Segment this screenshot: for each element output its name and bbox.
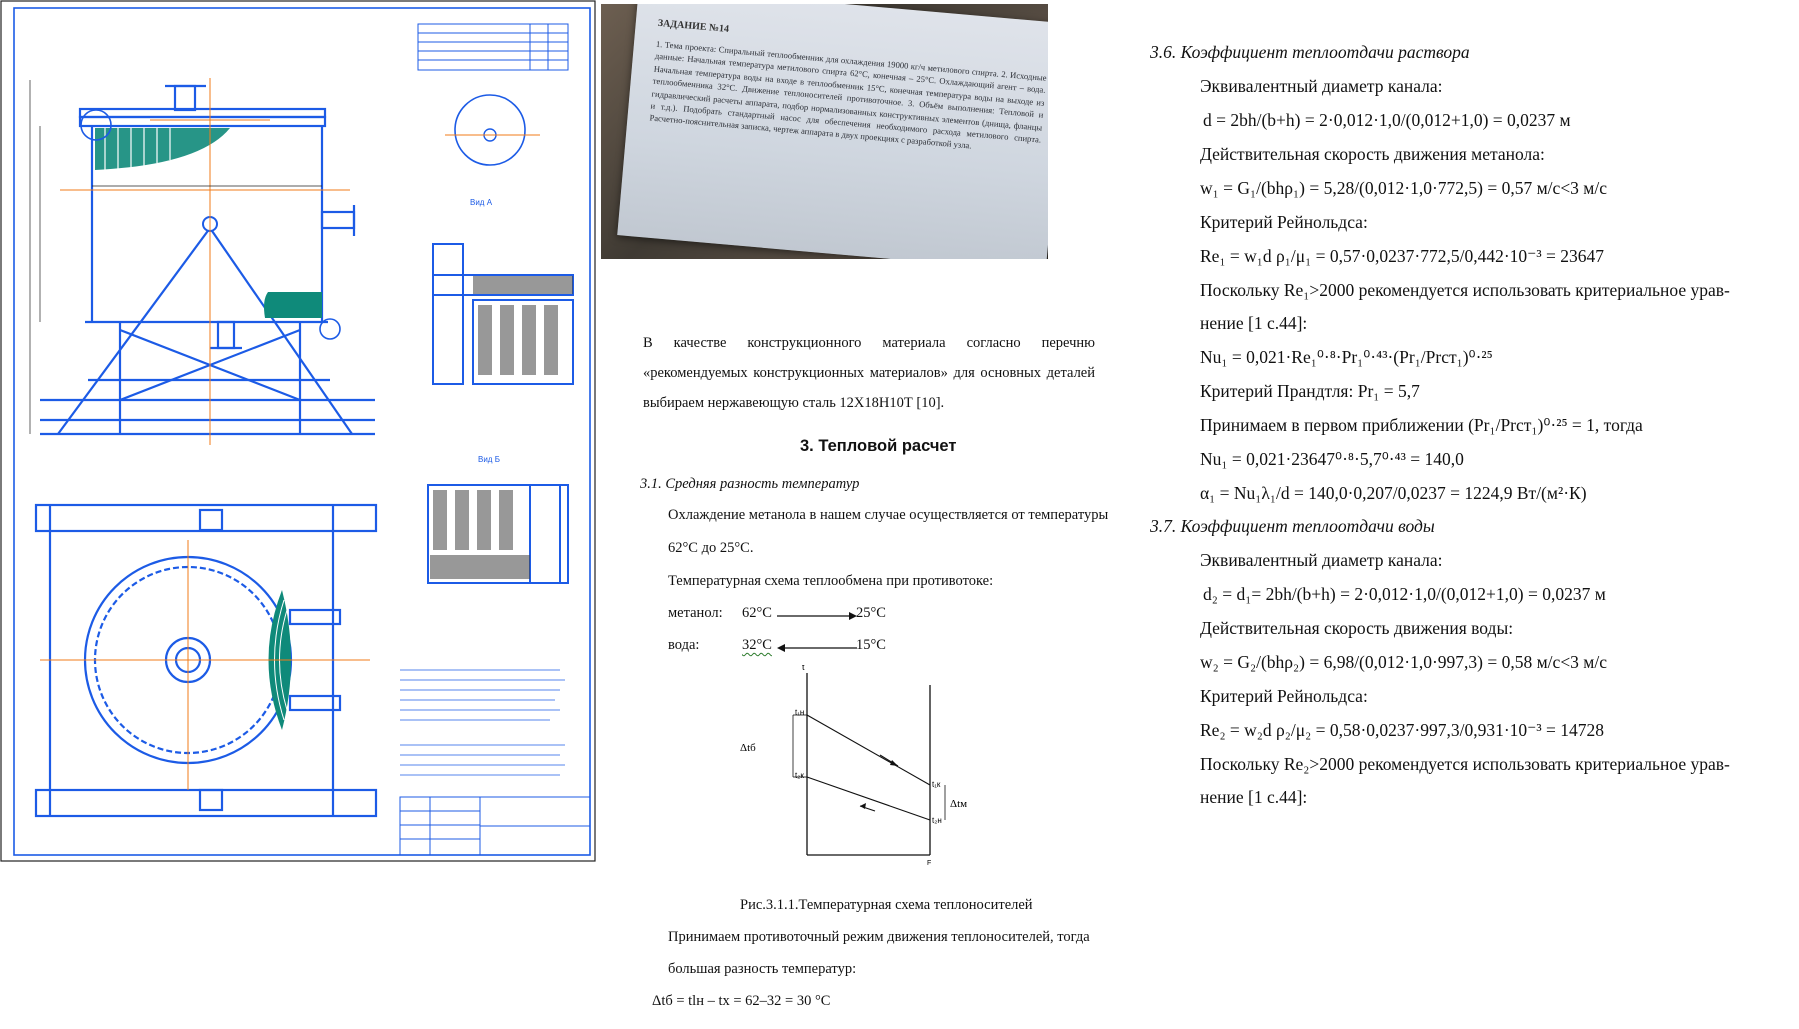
- delta-t-formula: Δtб = tlн – tх = 62–32 = 30 °С: [652, 993, 831, 1009]
- text-line: Поскольку Re₁>2000 рекомендуется использовать критериальное урав-: [1200, 280, 1730, 300]
- t2n-label: t₂н: [932, 816, 942, 825]
- formula-line: Re₂ = w₂d ρ₂/μ₂ = 0,58·0,0237·997,3/0,931·10⁻³ = 14728: [1200, 720, 1605, 740]
- formula-line: Re₁ = w₁d ρ₁/μ₁ = 0,57·0,0237·772,5/0,442·10⁻³ = 23647: [1200, 246, 1605, 266]
- t1k-label: t₁к: [932, 780, 941, 789]
- water-temp-end: 32°С: [742, 637, 772, 653]
- text-line: 62°С до 25°С.: [668, 540, 754, 556]
- text-line: Поскольку Re₂>2000 рекомендуется использовать критериальное урав-: [1200, 754, 1730, 774]
- formula-line: Nu₁ = 0,021·23647⁰·⁸·5,7⁰·⁴³ = 140,0: [1200, 449, 1464, 469]
- water-label: вода:: [668, 637, 700, 653]
- section-title: 3. Тепловой расчет: [800, 437, 957, 455]
- text-line: нение [1 с.44]:: [1200, 787, 1308, 807]
- arrow-right-icon: [777, 610, 857, 622]
- text-line: Эквивалентный диаметр канала:: [1200, 550, 1443, 570]
- methanol-temp-end: 25°С: [856, 605, 886, 621]
- formula-line: w₂ = G₂/(bhρ₂) = 6,98/(0,012·1,0·997,3) = 0,58 м/с<3 м/с: [1200, 652, 1608, 672]
- formula-line: d = 2bh/(b+h) = 2·0,012·1,0/(0,012+1,0) = 0,0237 м: [1203, 110, 1571, 130]
- text-line: Критерий Рейнольдса:: [1200, 212, 1368, 232]
- assignment-title: ЗАДАНИЕ №14: [657, 17, 730, 35]
- text-line: Температурная схема теплообмена при противотоке:: [668, 573, 994, 589]
- methanol-temp-start: 62°С: [742, 605, 772, 621]
- dtm-label: Δtм: [950, 798, 968, 810]
- text-line: Эквивалентный диаметр канала:: [1200, 76, 1443, 96]
- text-line: Действительная скорость движения воды:: [1200, 618, 1514, 638]
- figure-caption: Рис.3.1.1.Температурная схема теплоносителей: [740, 897, 1033, 913]
- methanol-label: метанол:: [668, 605, 723, 621]
- arrow-left-icon: [777, 642, 857, 654]
- text-line: большая разность температур:: [668, 961, 857, 977]
- formula-line: w₁ = G₁/(bhρ₁) = 5,28/(0,012·1,0·772,5) = 0,57 м/с<3 м/с: [1200, 178, 1608, 198]
- text-line: Принимаем противоточный режим движения теплоносителей, тогда: [668, 929, 1090, 945]
- formula-line: α₁ = Nu₁λ₁/d = 140,0·0,207/0,0237 = 1224,9 Вт/(м²·К): [1200, 483, 1587, 503]
- text-line: Критерий Рейнольдса:: [1200, 686, 1368, 706]
- temperature-scheme-figure: [735, 665, 1005, 865]
- section-3-7-heading: 3.7. Коэффициент теплоотдачи воды: [1150, 516, 1435, 536]
- t2k-label: t₂к: [795, 771, 804, 780]
- text-line: Действительная скорость движения метанола:: [1200, 144, 1545, 164]
- subsection-title: 3.1. Средняя разность температур: [640, 476, 860, 492]
- text-line: Критерий Прандтля: Pr₁ = 5,7: [1200, 381, 1420, 401]
- assignment-sheet: [617, 4, 1048, 259]
- view-b-label: Вид Б: [478, 455, 500, 464]
- formula-line: Nu₁ = 0,021·Re₁⁰·⁸·Pr₁⁰·⁴³·(Pr₁/Prст₁)⁰·²⁵: [1200, 347, 1493, 367]
- water-temp-start: 15°С: [856, 637, 886, 653]
- formula-line: d₂ = d₁= 2bh/(b+h) = 2·0,012·1,0/(0,012+1,0) = 0,0237 м: [1203, 584, 1606, 604]
- t1n-label: t₁н: [795, 708, 805, 717]
- text-line: Принимаем в первом приближении (Pr₁/Prст₁)⁰·²⁵ = 1, тогда: [1200, 415, 1643, 435]
- text-line: нение [1 с.44]:: [1200, 313, 1308, 333]
- axis-t-label: t: [802, 665, 805, 672]
- axis-f-label: F: [927, 860, 932, 865]
- assignment-photo: [601, 4, 1048, 259]
- engineering-drawing: [0, 0, 596, 862]
- intro-paragraph: В качестве конструкционного материала согласно перечню «рекомендуемых конструкционных материалов» для основных деталей выбираем нержавеющую сталь 12Х18Н10Т [10].: [643, 335, 1095, 411]
- text-line: Охлаждение метанола в нашем случае осуществляется от температуры: [668, 507, 1109, 523]
- dtb-label: Δtб: [740, 742, 756, 754]
- assignment-body: 1. Тема проекта: Спиральный теплообменник для охлаждения 19000 кг/ч метилового спирта. 2. Исходные данные: Начальная температура метилового спирта 62°С, конечная – 25°С. Охлаждающий агент – вода. Начальная температура воды на входе в теплообменник 15°С, конечная температура воды на выходе из теплообменника 32°С. Движение теплоносителей противоточное. 3. Объём выполнения: Тепловой и гидравлический расчеты аппарата, подбор нормализованных конструктивных элементов (днища, фланцы и т.д.). Подобрать стандартный насос для обеспечения необходимого расхода метилового спирта. Расчетно-пояснительная записка, чертеж аппарата в двух проекциях с разработкой узла.: [649, 38, 1047, 152]
- section-3-6-heading: 3.6. Коэффициент теплоотдачи раствора: [1150, 42, 1470, 62]
- view-a-label: Вид А: [470, 198, 493, 207]
